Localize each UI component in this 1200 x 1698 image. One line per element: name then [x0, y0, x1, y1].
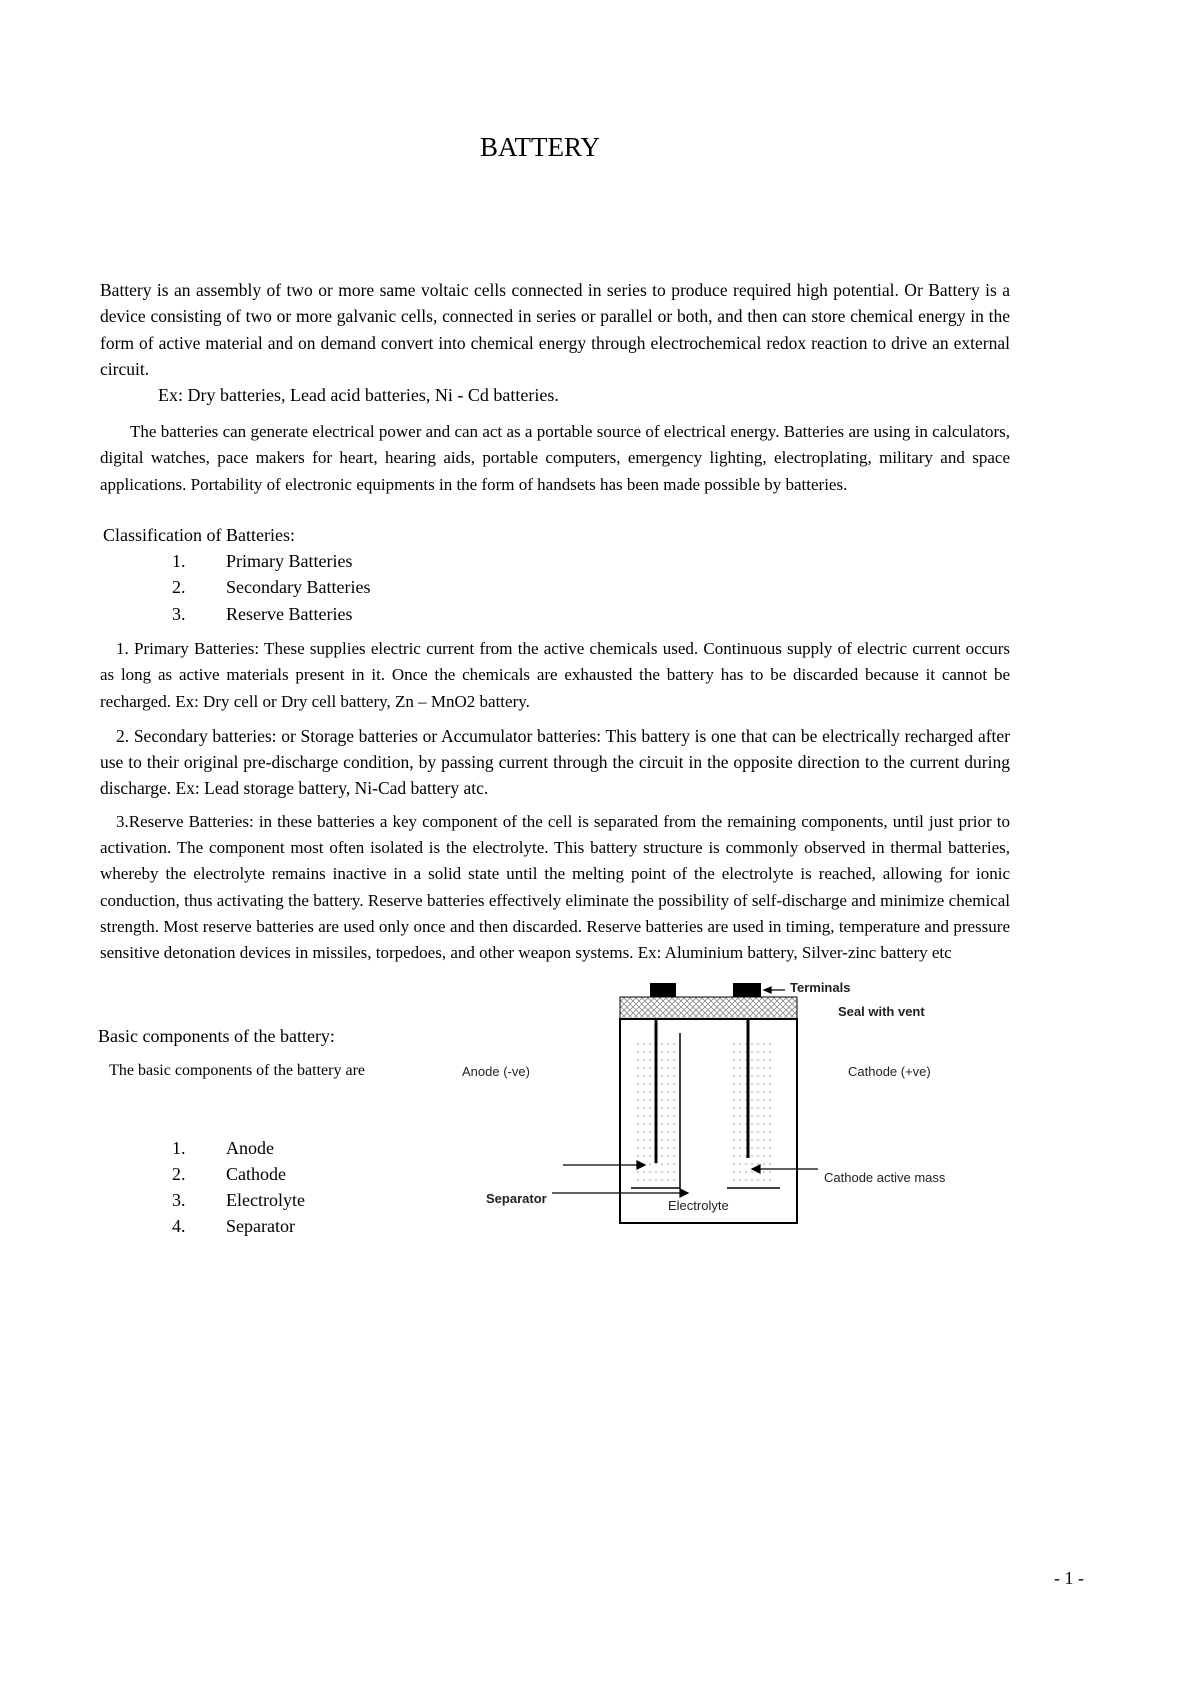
label-cathode-mass: Cathode active mass [824, 1169, 946, 1185]
label-anode: Anode (-ve) [462, 1063, 530, 1079]
classification-item: 1. Primary Batteries [172, 551, 353, 572]
page-title: BATTERY [479, 132, 600, 162]
uses-paragraph: The batteries can generate electrical power and can act as a portable source of electrical energy. Batteries are using in calculators, digital watches, pace makers for heart, hearing aids, portable computers, emergency lighting, electroplating, military and space applications. Portability of electronic equipments in the form of handsets has been made possible by batteries. [100, 422, 1010, 494]
terminal-positive [733, 983, 761, 997]
component-item: 2. Cathode [172, 1163, 286, 1184]
label-electrolyte: Electrolyte [668, 1197, 729, 1213]
component-item: 4. Separator [172, 1215, 295, 1236]
components-intro: The basic components of the battery are [109, 1061, 365, 1079]
components-section [100, 973, 1010, 1243]
component-item: 3. Electrolyte [172, 1189, 305, 1210]
classification-item: 2. Secondary Batteries [172, 577, 371, 598]
label-terminals: Terminals [790, 979, 851, 995]
seal [620, 997, 797, 1019]
terminal-negative [650, 983, 676, 997]
cathode-mass [730, 1038, 774, 1186]
primary-paragraph: 1. Primary Batteries: These supplies electric current from the active chemicals used. Continuous supply of electric current occurs as long as active materials present in it. Once the chemicals are exhausted the battery has to be discarded because it cannot be recharged. Ex: Dry cell or Dry cell battery, Zn – MnO2 battery. [100, 638, 1010, 711]
secondary-paragraph: 2. Secondary batteries: or Storage batteries or Accumulator batteries: This battery is one that can be electrically recharged after use to their original pre-discharge condition, by passing current through the circuit in the opposite direction to the current during discharge. Ex: Lead storage battery, Ni-Cad battery atc. [100, 725, 1010, 799]
definition-paragraph: Battery is an assembly of two or more same voltaic cells connected in series to produce required high potential. Or Battery is a device consisting of two or more galvanic cells, connected in series or parallel or both, and then can store chemical energy in the form of active material and on demand convert into chemical energy through electrochemical redox reaction to drive an external circuit. [100, 280, 1010, 379]
classification-heading: Classification of Batteries: [103, 525, 295, 546]
label-separator: Separator [486, 1190, 547, 1206]
reserve-paragraph: 3.Reserve Batteries: in these batteries a key component of the cell is separated from the remaining components, until just prior to activation. The component most often isolated is the electrolyte. This battery structure is commonly observed in thermal batteries, whereby the electrolyte remains inactive in a solid state until the melting point of the electrolyte is reached, allowing for ionic conduction, thus activating the battery. Reserve batteries effectively eliminate the possibility of self-discharge and minimize chemical strength. Most reserve batteries are used only once and then discarded. Reserve batteries are used in timing, temperature and pressure sensitive detonation devices in missiles, torpedoes, and other weapon systems. Ex: Aluminium battery, Silver-zinc battery etc [100, 811, 1010, 963]
components-heading: Basic components of the battery: [98, 1025, 335, 1046]
label-cathode: Cathode (+ve) [848, 1063, 931, 1079]
document-body [100, 277, 1010, 1243]
page-number: - 1 - [1054, 1568, 1084, 1588]
classification-item: 3. Reserve Batteries [172, 603, 353, 624]
label-seal: Seal with vent [838, 1003, 925, 1019]
component-item: 1. Anode [172, 1137, 274, 1158]
examples-line: Ex: Dry batteries, Lead acid batteries, Ni - Cd batteries. [158, 385, 559, 406]
